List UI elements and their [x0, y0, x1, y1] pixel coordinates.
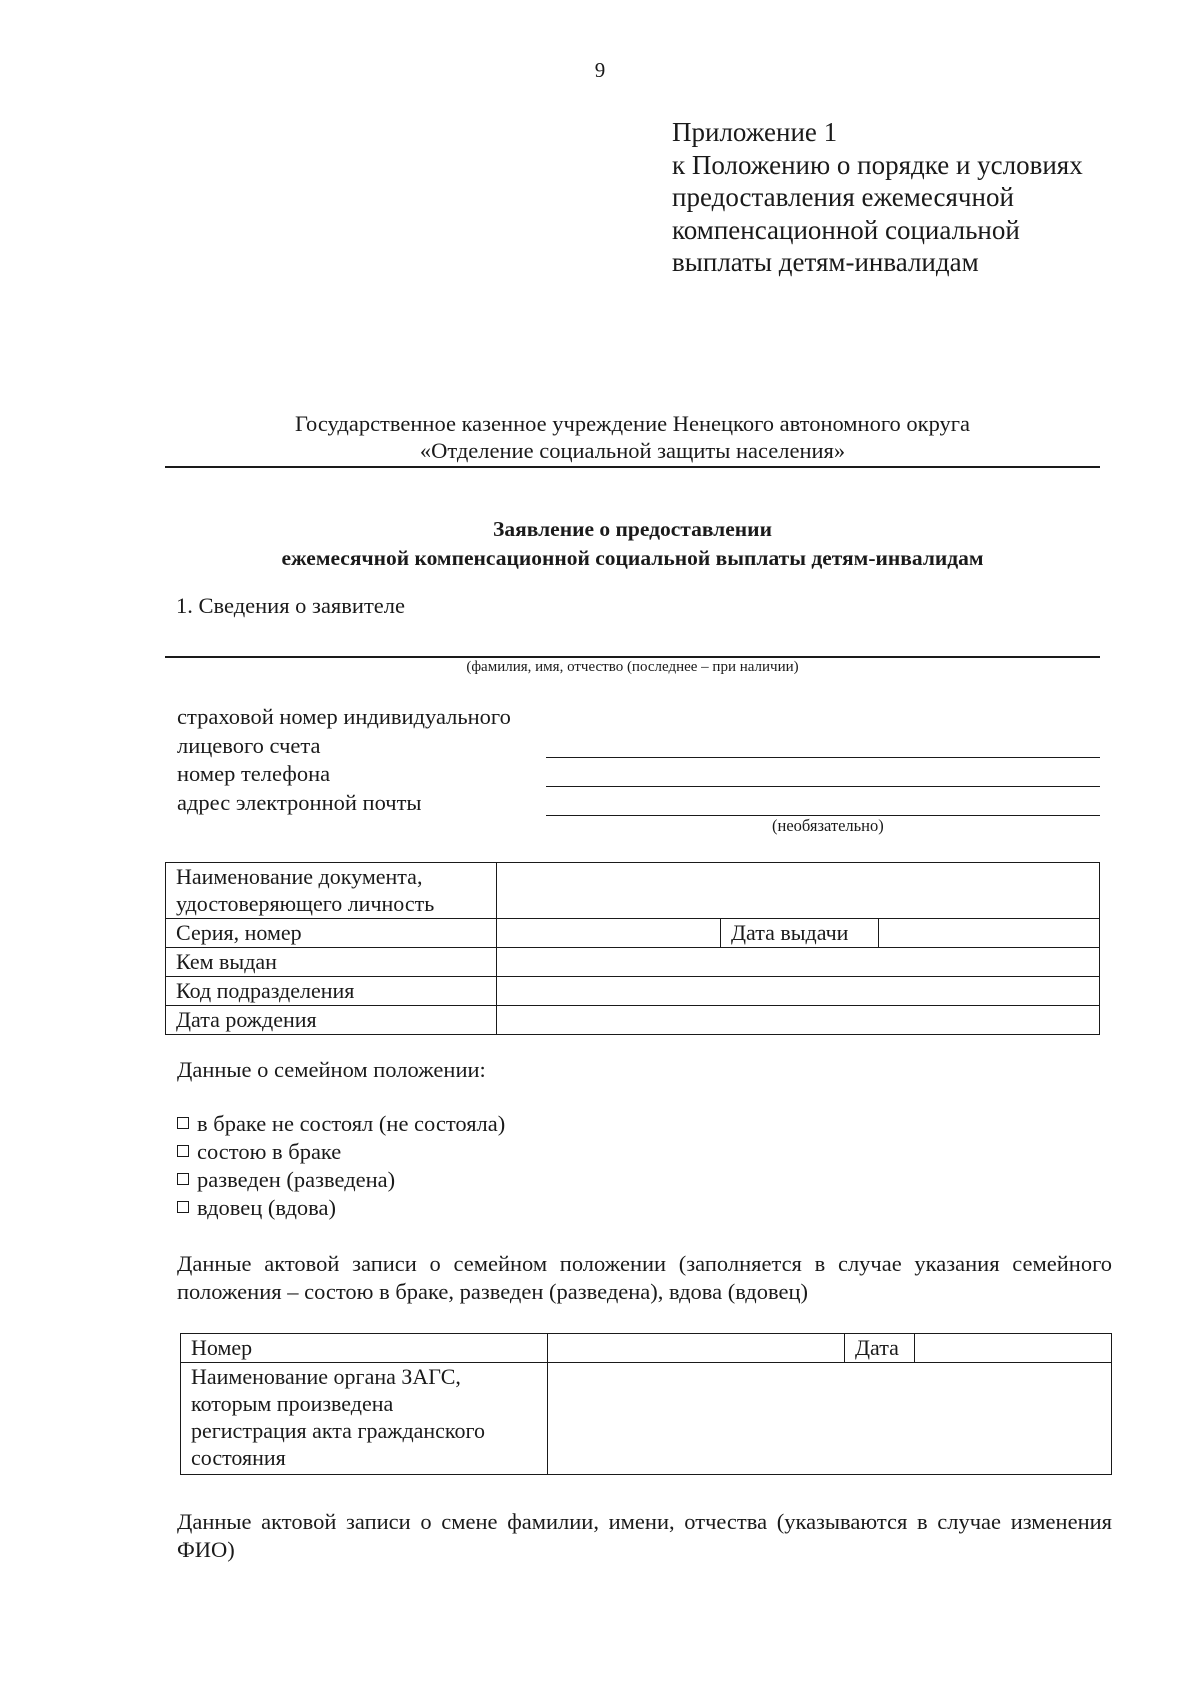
issued-by-label: Кем выдан	[166, 948, 497, 977]
fio-caption: (фамилия, имя, отчество (последнее – при наличии)	[466, 659, 799, 675]
registry-office-label-line-2: которым произведена	[191, 1391, 394, 1416]
registry-office-cell[interactable]	[548, 1363, 1112, 1475]
civil-record-table	[180, 1333, 1112, 1475]
doc-name-label-line-1: Наименование документа,	[176, 864, 423, 889]
marital-option[interactable]	[177, 1194, 505, 1222]
registry-office-label-line-3: регистрация акта гражданского	[191, 1418, 485, 1443]
section-heading-applicant: 1. Сведения о заявителе	[176, 593, 405, 618]
email-optional-note: (необязательно)	[772, 816, 884, 835]
document-title-line-1: Заявление о предоставлении	[493, 517, 772, 541]
snils-input-line[interactable]	[546, 757, 1100, 758]
division-code-label: Код подразделения	[166, 977, 497, 1006]
phone-input-line[interactable]	[546, 786, 1100, 787]
document-title-line-2: ежемесячной компенсационной социальной выплаты детям-инвалидам	[281, 546, 984, 570]
doc-name-label-line-2: удостоверяющего личность	[176, 891, 435, 916]
appendix-line: компенсационной социальной	[672, 214, 1020, 245]
snils-label-line-1: страховой номер индивидуального	[177, 704, 511, 729]
doc-name-label	[166, 863, 497, 919]
issue-date-cell[interactable]	[879, 919, 1100, 948]
fio-input-line[interactable]	[165, 656, 1100, 658]
registry-office-label-line-4: состояния	[191, 1445, 286, 1470]
registry-office-label	[181, 1363, 548, 1475]
marital-option-label: в браке не состоял (не состояла)	[197, 1111, 506, 1136]
record-date-cell[interactable]	[915, 1334, 1112, 1363]
marital-option-label: состою в браке	[197, 1139, 342, 1164]
appendix-line: выплаты детям-инвалидам	[672, 247, 979, 277]
organization-line-1: Государственное казенное учреждение Ненецкого автономного округа	[295, 411, 970, 436]
email-label: адрес электронной почты	[177, 789, 422, 815]
marital-option-label: вдовец (вдова)	[197, 1195, 336, 1220]
record-number-label: Номер	[181, 1334, 548, 1363]
civil-record-intro: Данные актовой записи о семейном положении (заполняется в случае указания семейного положения – состою в браке, разведен (разведена), вдова (вдовец)	[177, 1251, 1112, 1304]
checkbox-icon[interactable]	[177, 1145, 189, 1157]
registry-office-label-line-1: Наименование органа ЗАГС,	[191, 1364, 461, 1389]
marital-option-label: разведен (разведена)	[197, 1167, 396, 1192]
series-number-label: Серия, номер	[166, 919, 497, 948]
marital-status-heading: Данные о семейном положении:	[177, 1057, 486, 1082]
appendix-line: предоставления ежемесячной	[672, 182, 1014, 212]
birth-date-cell[interactable]	[497, 1006, 1100, 1035]
series-number-cell[interactable]	[497, 919, 721, 948]
identity-document-table	[165, 862, 1100, 1035]
appendix-line: Приложение 1	[672, 117, 838, 147]
marital-option[interactable]	[177, 1110, 505, 1138]
appendix-header	[672, 116, 1192, 279]
checkbox-icon[interactable]	[177, 1173, 189, 1185]
organization-underline	[165, 466, 1100, 468]
birth-date-label: Дата рождения	[166, 1006, 497, 1035]
contact-labels	[177, 703, 511, 817]
issued-by-cell[interactable]	[497, 948, 1100, 977]
checkbox-icon[interactable]	[177, 1117, 189, 1129]
organization-line-2: «Отделение социальной защиты населения»	[419, 438, 846, 463]
division-code-cell[interactable]	[497, 977, 1100, 1006]
record-number-cell[interactable]	[548, 1334, 845, 1363]
name-change-intro: Данные актовой записи о смене фамилии, имени, отчества (указываются в случае изменения ФИО)	[177, 1509, 1112, 1562]
snils-label-line-2: лицевого счета	[177, 732, 321, 758]
page-number: 9	[594, 58, 606, 82]
marital-option[interactable]	[177, 1166, 505, 1194]
document-title	[165, 515, 1100, 573]
record-date-label: Дата	[845, 1334, 915, 1363]
phone-label: номер телефона	[177, 761, 331, 786]
checkbox-icon[interactable]	[177, 1201, 189, 1213]
issue-date-label: Дата выдачи	[721, 919, 879, 948]
organization-name	[165, 410, 1100, 464]
marital-option[interactable]	[177, 1138, 505, 1166]
marital-status-options	[177, 1110, 505, 1222]
appendix-line: к Положению о порядке и условиях	[672, 149, 1083, 180]
doc-name-cell[interactable]	[497, 863, 1100, 919]
